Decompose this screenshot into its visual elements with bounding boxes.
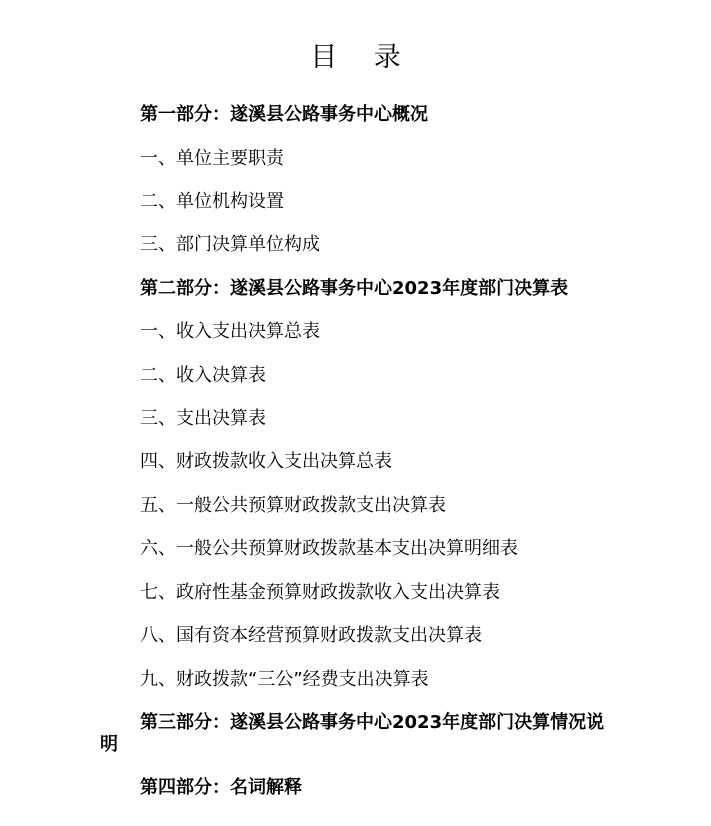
part-4-heading[interactable]: 第四部分：名词解释 <box>140 777 302 798</box>
toc-item[interactable]: 六、一般公共预算财政拨款基本支出决算明细表 <box>140 538 518 559</box>
page-title: 目 录 <box>310 42 415 73</box>
toc-item[interactable]: 八、国有资本经营预算财政拨款支出决算表 <box>140 625 482 646</box>
toc-item[interactable]: 一、单位主要职责 <box>140 148 284 169</box>
toc-item[interactable]: 四、财政拨款收入支出决算总表 <box>140 451 392 472</box>
part-2-heading[interactable]: 第二部分：遂溪县公路事务中心2023年度部门决算表 <box>140 278 569 299</box>
toc-item[interactable]: 三、部门决算单位构成 <box>140 234 320 255</box>
part-1-heading[interactable]: 第一部分：遂溪县公路事务中心概况 <box>140 104 428 125</box>
part-3-heading[interactable]: 第三部分：遂溪县公路事务中心2023年度部门决算情况说明 <box>100 712 605 755</box>
toc-item[interactable]: 二、收入决算表 <box>140 365 266 386</box>
toc-item[interactable]: 七、政府性基金预算财政拨款收入支出决算表 <box>140 582 500 603</box>
toc-item[interactable]: 九、财政拨款“三公”经费支出决算表 <box>140 669 429 690</box>
toc-item[interactable]: 二、单位机构设置 <box>140 191 284 212</box>
toc-item[interactable]: 三、支出决算表 <box>140 408 266 429</box>
toc-item[interactable]: 五、一般公共预算财政拨款支出决算表 <box>140 495 446 516</box>
toc-item[interactable]: 一、收入支出决算总表 <box>140 321 320 342</box>
